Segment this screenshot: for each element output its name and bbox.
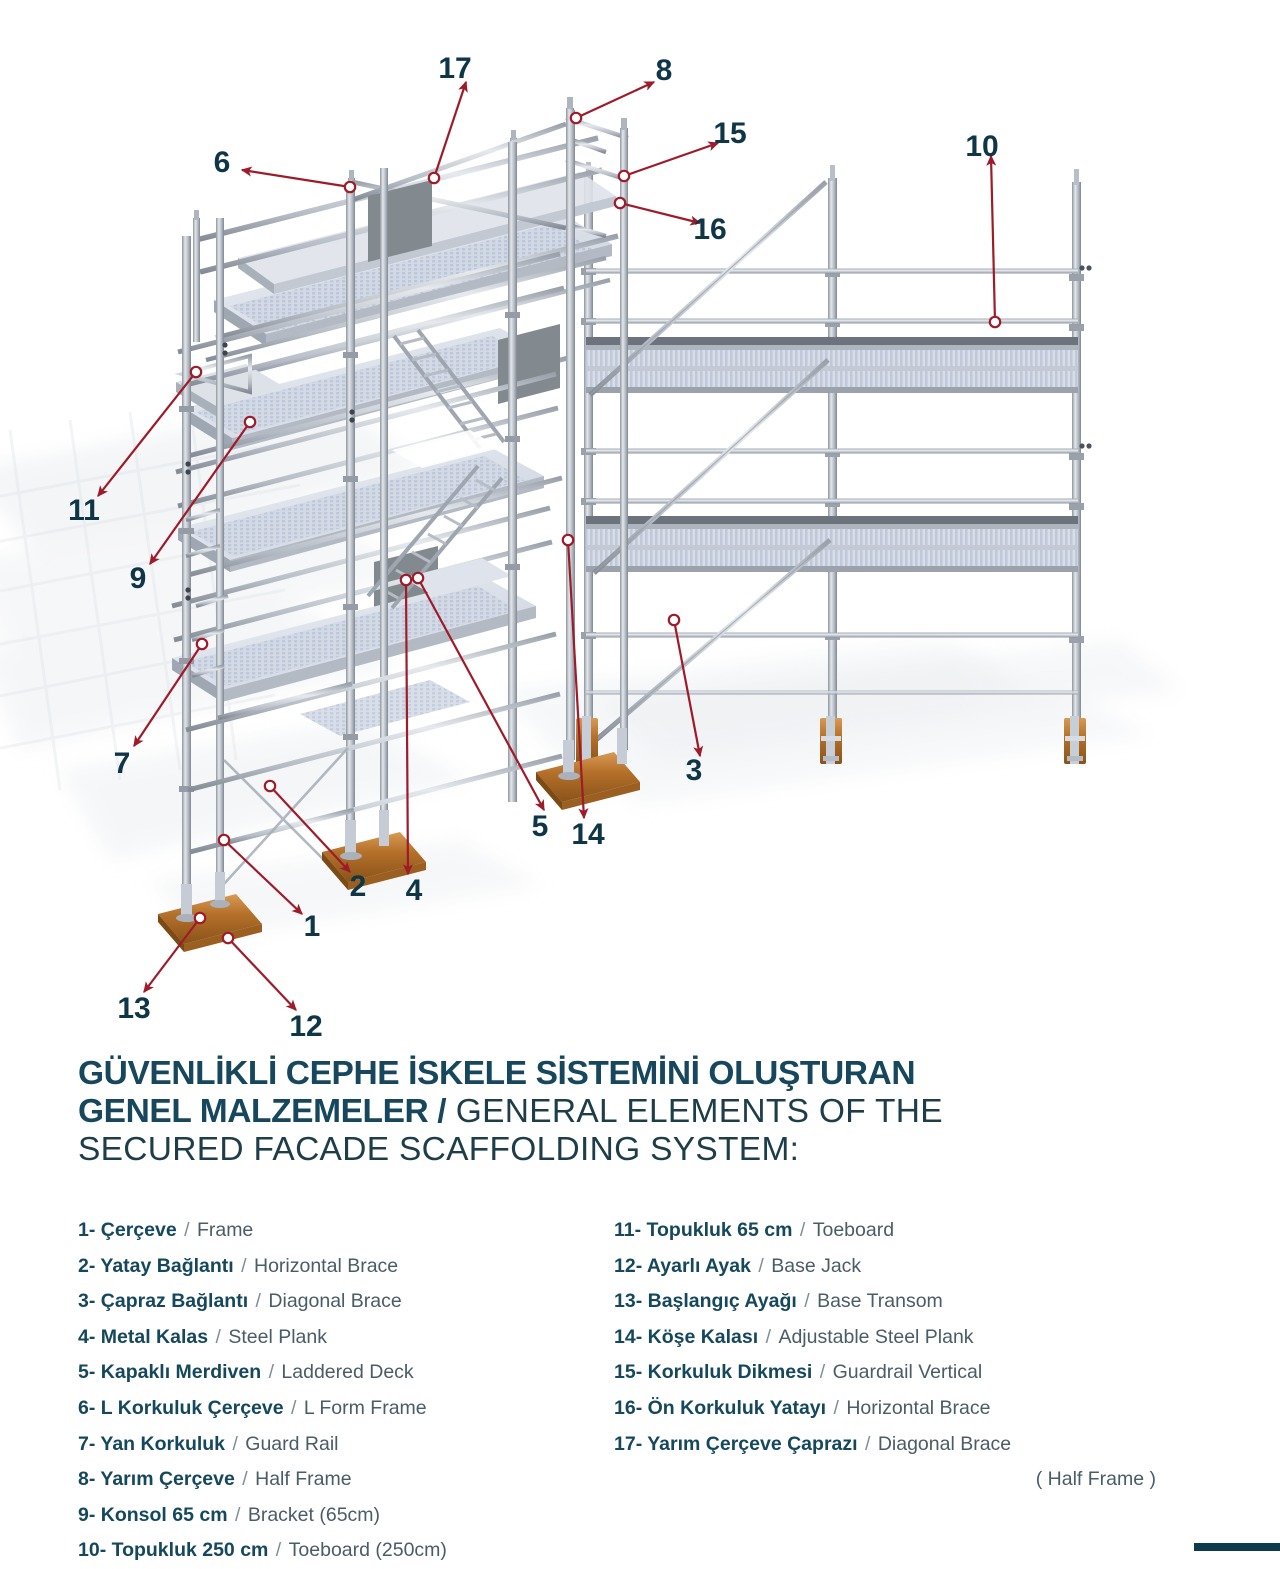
legend-item-turkish: Yatay Bağlantı [100,1254,234,1277]
legend-item-turkish: Ön Korkuluk Yatayı [647,1396,827,1419]
callout-leader-line [991,156,995,322]
legend-item [78,1391,598,1427]
legend-item [78,1355,598,1391]
callout-15 [619,117,747,181]
legend-item-separator: / [263,1361,280,1384]
callout-anchor-dot [345,182,355,192]
callout-anchor-dot [245,417,255,427]
title-line-2 [78,1093,1198,1131]
callout-10 [965,130,1000,327]
legend-item-turkish: Topukluk 250 cm [111,1539,269,1562]
callout-number-14: 14 [571,817,605,851]
callout-8 [571,54,673,123]
legend-item-english: Steel Plank [228,1325,327,1348]
legend-item-turkish: Metal Kalas [100,1325,209,1348]
callout-number-1: 1 [303,909,321,943]
callout-anchor-dot [195,913,205,923]
legend-item [78,1249,598,1285]
legend-item-turkish: Yarım Çerçeve Çaprazı [647,1432,858,1455]
legend-item-separator: / [760,1325,777,1348]
callout-anchor-dot [219,835,229,845]
callout-12 [223,933,323,1040]
legend-item-turkish: Çerçeve [100,1219,177,1241]
legend-item-separator: / [285,1396,302,1419]
callout-anchor-dot [571,113,581,123]
callout-number-5: 5 [531,809,549,843]
callout-leader-line [620,203,700,223]
title-line-3 [78,1131,1198,1169]
legend-item-english: Half Frame [255,1468,352,1491]
legend-item-english: Guard Rail [245,1432,339,1455]
legend-item-number: 3- [78,1290,101,1313]
legend-item-separator: / [814,1361,831,1384]
legend-item-number: 7- [78,1432,101,1455]
callout-anchor-dot [563,535,573,545]
legend-item-separator: / [828,1396,845,1419]
callout-anchor-dot [223,933,233,943]
legend-item [78,1462,598,1498]
legend-item-separator: / [210,1325,227,1348]
title-english-line1: GENERAL ELEMENTS OF THE [446,1093,943,1130]
legend-item-separator: / [798,1290,816,1313]
legend-item-turkish: Ayarlı Ayak [646,1254,751,1277]
legend-item-separator: / [235,1254,252,1277]
legend-item-number: 9- [78,1503,101,1526]
callout-anchor-dot [401,575,411,585]
legend-item-turkish: Konsol 65 cm [100,1503,228,1526]
legend-item-separator: / [250,1290,267,1313]
legend-item [614,1249,1174,1285]
legend-item [614,1391,1174,1427]
right-deck-upper [586,337,1078,393]
legend-item-turkish: Korkuluk Dikmesi [647,1361,813,1384]
legend-item-english: Adjustable Steel Plank [778,1325,974,1348]
callout-leader-line [624,143,718,176]
legend-item-separator: / [227,1432,244,1455]
legend-column-left [78,1213,598,1569]
callout-anchor-dot [619,171,629,181]
legend-item [614,1320,1174,1356]
corner-accent-bar [1194,1543,1280,1551]
legend-item-turkish: Yarım Çerçeve [100,1468,235,1491]
legend-item [78,1533,598,1569]
legend-item-english: Toeboard [812,1219,895,1241]
legend-column-right [614,1213,1174,1498]
callout-anchor-dot [429,173,439,183]
callout-leader-line [242,170,350,187]
callout-anchor-dot [990,317,1000,327]
callout-number-9: 9 [129,561,147,595]
legend-item-turkish: Kapaklı Merdiven [100,1361,262,1384]
legend-item-english: Base Transom [817,1290,943,1313]
title-turkish-line1: GÜVENLİKLİ CEPHE İSKELE SİSTEMİNİ OLUŞTURAN [78,1055,916,1092]
legend-item-number: 8- [78,1468,101,1491]
callout-6 [214,146,356,192]
legend-item-english: Laddered Deck [281,1361,414,1384]
callout-number-3: 3 [685,753,703,787]
callout-number-2: 2 [349,869,367,903]
callout-anchor-dot [191,367,201,377]
callout-anchor-dot [265,781,275,791]
legend-item-separator: / [794,1219,811,1241]
legend-item-english: Diagonal Brace [268,1290,402,1313]
legend-item-separator: / [229,1503,246,1526]
callout-anchor-dot [615,198,625,208]
legend-item [614,1427,1174,1498]
title-turkish-line2: GENEL MALZEMELER / [78,1093,447,1130]
legend-item-number: 13- [614,1290,648,1313]
legend-item-number: 15- [614,1361,648,1384]
callout-number-8: 8 [655,53,673,87]
legend-item-separator: / [236,1468,254,1491]
callout-number-12: 12 [289,1009,323,1040]
legend-item-number: 2- [78,1254,101,1277]
page-title [78,1055,1198,1169]
legend-item [78,1213,598,1249]
callout-number-10: 10 [965,129,999,163]
callout-13 [117,913,205,1025]
callout-leader-line [576,82,654,118]
legend-item-number: 17- [614,1432,648,1455]
callout-number-11: 11 [68,493,100,527]
callout-number-7: 7 [113,746,131,780]
title-line-1 [78,1055,1198,1093]
legend-item-turkish: L Korkuluk Çerçeve [100,1396,284,1419]
legend-item-turkish: Köşe Kalası [647,1325,759,1348]
legend-item-number: 4- [78,1325,101,1348]
callout-anchor-dot [197,639,207,649]
legend-item-english: Toeboard (250cm) [288,1539,447,1562]
legend-item [614,1355,1174,1391]
legend-item-separator: / [752,1254,770,1277]
right-deck-lower [586,516,1078,572]
legend-item-english: Horizontal Brace [253,1254,399,1277]
legend-item-number: 1- [78,1219,101,1241]
callout-number-16: 16 [693,212,727,246]
legend-item-english: Bracket (65cm) [247,1503,381,1526]
top-deck-assembly [193,97,628,382]
legend-item-english: Guardrail Vertical [832,1361,983,1384]
legend-item [78,1284,598,1320]
legend-item-number: 16- [614,1396,648,1419]
legend-item [78,1498,598,1534]
legend-item-subnote: ( Half Frame ) [1035,1468,1156,1491]
legend-item-separator: / [859,1432,876,1455]
callout-number-6: 6 [213,145,231,179]
callout-number-15: 15 [713,116,747,150]
legend-item-turkish: Yan Korkuluk [100,1432,226,1455]
callout-leader-line [228,938,296,1010]
legend-item [614,1213,1174,1249]
legend-item-turkish: Çapraz Bağlantı [100,1290,249,1313]
legend-item [78,1427,598,1463]
callout-16 [615,198,727,246]
legend-item-english: L Form Frame [303,1396,427,1419]
legend-item-number: 11- [614,1219,647,1241]
legend-item-number: 10- [78,1539,112,1562]
legend-item-english: Horizontal Brace [846,1396,991,1419]
legend-item-turkish: Topukluk 65 cm [646,1219,793,1241]
legend-item-separator: / [270,1539,287,1562]
callout-number-4: 4 [405,873,423,907]
legend-item-number: 5- [78,1361,101,1384]
callout-number-17: 17 [438,51,472,85]
legend-item-turkish: Başlangıç Ayağı [647,1290,797,1313]
legend-item-separator: / [178,1219,195,1241]
legend-item [78,1320,598,1356]
legend-item-english: Diagonal Brace [877,1432,1012,1455]
legend-item-number: 14- [614,1325,648,1348]
title-english-line2: SECURED FACADE SCAFFOLDING SYSTEM: [78,1131,800,1168]
callout-number-13: 13 [117,991,151,1025]
callout-anchor-dot [413,573,423,583]
legend-item-english: Base Jack [771,1254,862,1277]
callout-anchor-dot [669,615,679,625]
legend-item-number: 12- [614,1254,647,1277]
legend-item [614,1284,1174,1320]
legend-item-english: Frame [196,1219,254,1241]
legend-item-number: 6- [78,1396,101,1419]
